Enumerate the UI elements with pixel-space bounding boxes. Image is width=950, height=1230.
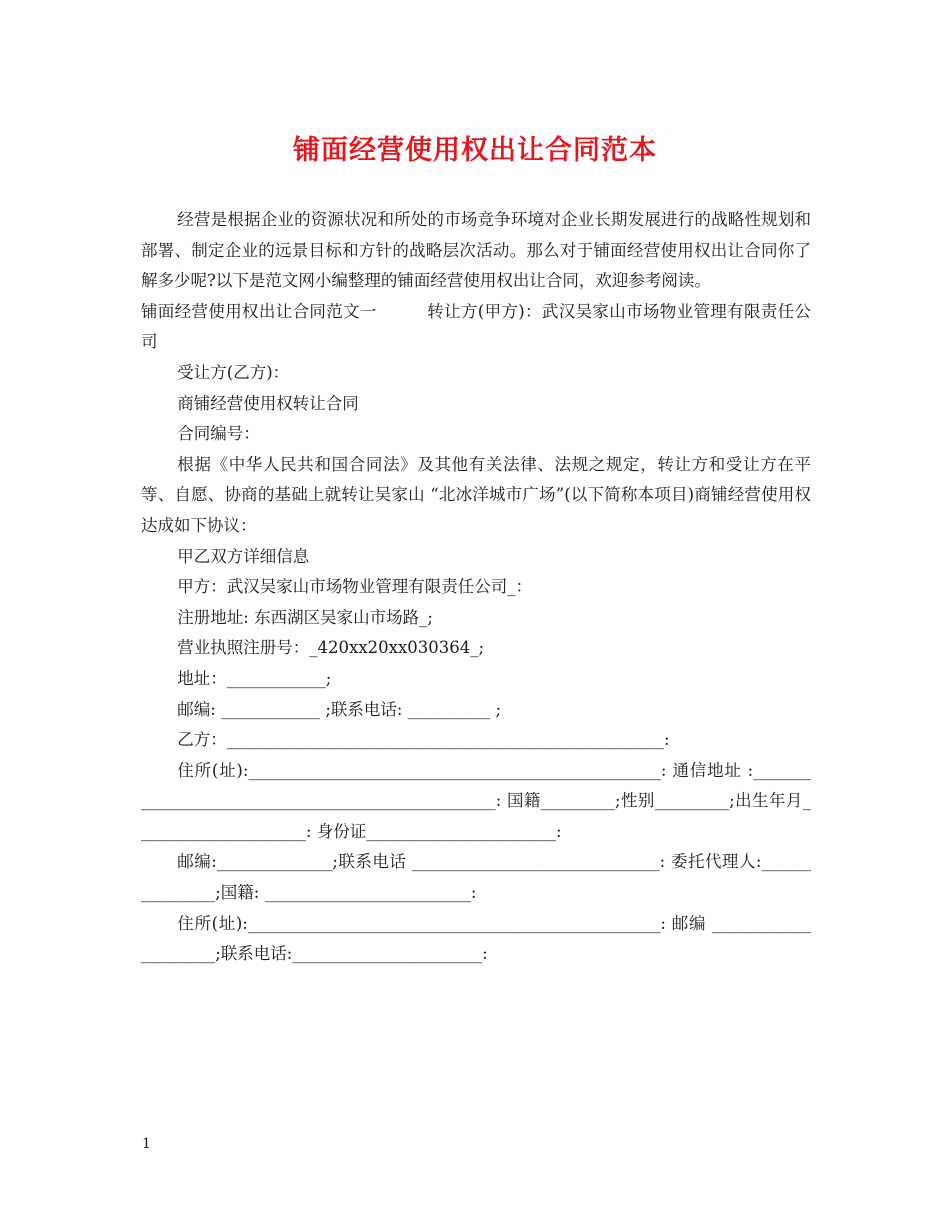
paragraph: 合同编号： [177,424,260,444]
paragraph: 乙方：_____________________________________________________: [177,730,670,750]
paragraph: 邮编: ____________ ;联系电话: __________ ; [177,699,502,719]
paragraph: 甲乙双方详细信息 [177,546,310,566]
paragraph: 受让方(乙方)： [177,362,290,382]
paragraph: 根据《中华人民共和国合同法》及其他有关法律、法规之规定，转让方和受让方在平等、自愿、协商的基础上就转让吴家山 “北冰洋城市广场”(以下简称本项目)商铺经营使用权达成如下协议： [141,454,811,535]
page-number: 1 [142,1136,151,1152]
paragraph: 邮编:______________;联系电话 ______________________________: 委托代理人:_______________;国籍: _________________________: [141,852,811,903]
paragraph: 经营是根据企业的资源状况和所处的市场竞争环境对企业长期发展进行的战略性规划和部署、制定企业的远景目标和方针的战略层次活动。那么对于铺面经营使用权出让合同你了解多少呢?以下是范文网小编整理的铺面经营使用权出让合同，欢迎参考阅读。 [141,210,811,291]
paragraph: 地址：____________; [177,668,332,688]
paragraph: 营业执照注册号：_420xx20xx030364_; [177,638,485,658]
document-body [141,205,811,970]
paragraph: 注册地址: 东西湖区吴家山市场路_; [177,607,433,627]
paragraph: 商铺经营使用权转让合同 [177,393,359,413]
paragraph: 甲方：武汉吴家山市场物业管理有限责任公司_： [177,577,533,597]
paragraph: 铺面经营使用权出让合同范文一 转让方(甲方)：武汉吴家山市场物业管理有限责任公司 [141,301,811,352]
paragraph: 住所(址):__________________________________________________: 通信地址 :__________________________________________________: 国籍_________;性别_________;出生年月_____________________: 身份证_______________________: [141,760,811,841]
paragraph: 住所(址):__________________________________________________: 邮编 _____________________;联系电话:_______________________: [141,913,811,964]
document-title: 铺面经营使用权出让合同范本 [293,135,657,166]
